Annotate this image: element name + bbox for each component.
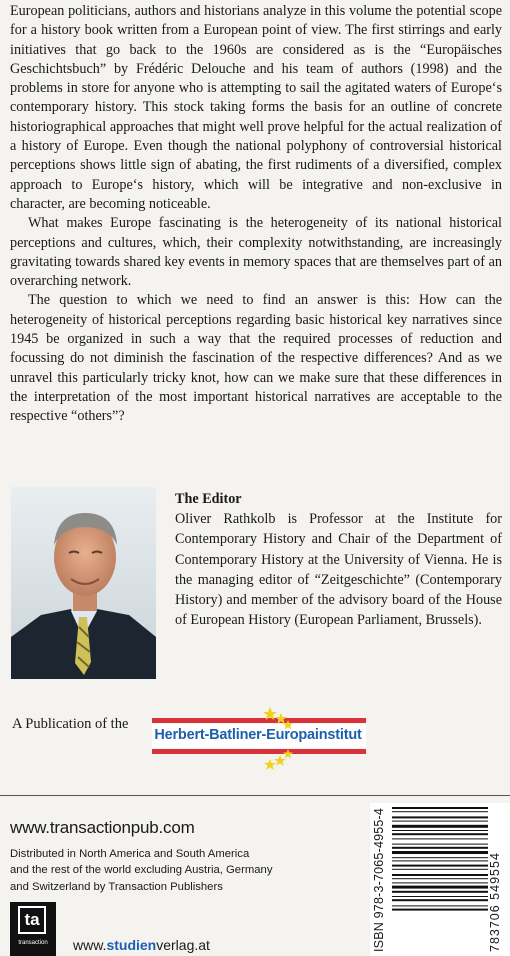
barcode-bar <box>392 882 488 883</box>
barcode-bar <box>392 816 488 818</box>
editor-photo <box>11 487 156 679</box>
distribution-line-3: and Switzerland by Transaction Publishers <box>10 880 223 893</box>
distribution-line-1: Distributed in North America and South America <box>10 848 250 860</box>
blurb-text <box>10 2 502 427</box>
transaction-logo-mark: ta <box>18 906 46 934</box>
barcode-bar <box>392 891 488 893</box>
barcode-bar <box>392 821 488 822</box>
publication-label: A Publication of the <box>12 716 129 732</box>
studienverlag-website <box>73 937 210 953</box>
barcode-bar <box>392 896 488 897</box>
barcode-bar <box>392 874 488 876</box>
institute-logo <box>150 705 370 771</box>
studien-prefix: www. <box>73 937 107 953</box>
barcode-bar <box>392 860 488 861</box>
ean-number: 783706 549554 <box>488 852 502 952</box>
barcode-bar <box>392 830 488 831</box>
transaction-logo-label: transaction <box>18 940 48 946</box>
barcode-bar <box>392 811 488 812</box>
barcode-bar <box>392 886 488 889</box>
studien-suffix: verlag.at <box>156 937 210 953</box>
distribution-note <box>10 846 320 895</box>
barcode-bar <box>392 807 488 809</box>
barcode-bar <box>392 847 488 849</box>
blurb-paragraph-2: What makes Europe fascinating is the heterogeneity of its national historical perceptions and cultures, which, their complexity notwithstanding, are increasingly gravitating towards shared key events in memory spaces that are themselves part of an overarching network. <box>10 215 502 290</box>
barcode-bar <box>392 869 488 870</box>
barcode-bar <box>392 851 488 854</box>
blurb-paragraph-1: European politicians, authors and historians analyze in this volume the potential scope for a history book written from a European point of view. The first stirrings and early initiatives that go back to the 1960s are considered as is the “Europäisches Geschichtsbuch” by Frédéric Delouche and his team of authors (1998) and the problems in store for anyone who is attempting to sail the agitated waters of Europe‘s contemporary history. This stock taking forms the basis for an outline of concrete historiographical approaches that might well prove helpful for the actual realization of a history of Europe. Even though the national polyphony of controversial historical perceptions shows little sign of abating, the first rudiments of a diversified, complex approach to Europe‘s history, which will be integrative and non-exclusive in character, are becoming noticeable. <box>10 3 502 212</box>
transaction-logo <box>10 902 56 956</box>
footer-divider <box>0 795 510 796</box>
barcode-bar <box>392 857 488 858</box>
barcode-bar <box>392 844 488 845</box>
barcode-bar <box>392 833 488 835</box>
editor-section <box>175 489 502 630</box>
transaction-website: www.transactionpub.com <box>10 818 195 837</box>
barcode <box>392 803 488 956</box>
institute-name: Herbert-Batliner-Europainstitut <box>154 727 362 743</box>
editor-heading: The Editor <box>175 491 242 507</box>
barcode-bar <box>392 825 488 828</box>
barcode-bar <box>392 909 488 911</box>
blurb-paragraph-3: The question to which we need to find an answer is this: How can the heterogeneity of historical perceptions regarding basic historical key narratives since 1945 be organized in such a way that the required processes of reduction and focussing do not diminish the fascination of the respective differences? And as we unravel this particularly tricky knot, how can we make sure that these differences in the interpretation of the most important historical narratives are acceptable to the respective “others”? <box>10 292 502 425</box>
barcode-bar <box>392 838 488 839</box>
editor-bio: Oliver Rathkolb is Professor at the Institute for Contemporary History and Chair of the Department of Contemporary History at the University of Vienna. He is the managing editor of “Zeitgeschichte” (Contemporary History) and member of the advisory board of the House of European History (European Parliament, Brussels). <box>175 511 502 629</box>
barcode-bar <box>392 865 488 867</box>
barcode-bar <box>392 878 488 879</box>
distribution-line-2: and the rest of the world excluding Austria, Germany <box>10 864 273 877</box>
barcode-bar <box>392 905 488 906</box>
studien-brand: studien <box>106 937 157 953</box>
isbn-number: ISBN 978-3-7065-4955-4 <box>372 807 386 952</box>
barcode-bar <box>392 899 488 901</box>
